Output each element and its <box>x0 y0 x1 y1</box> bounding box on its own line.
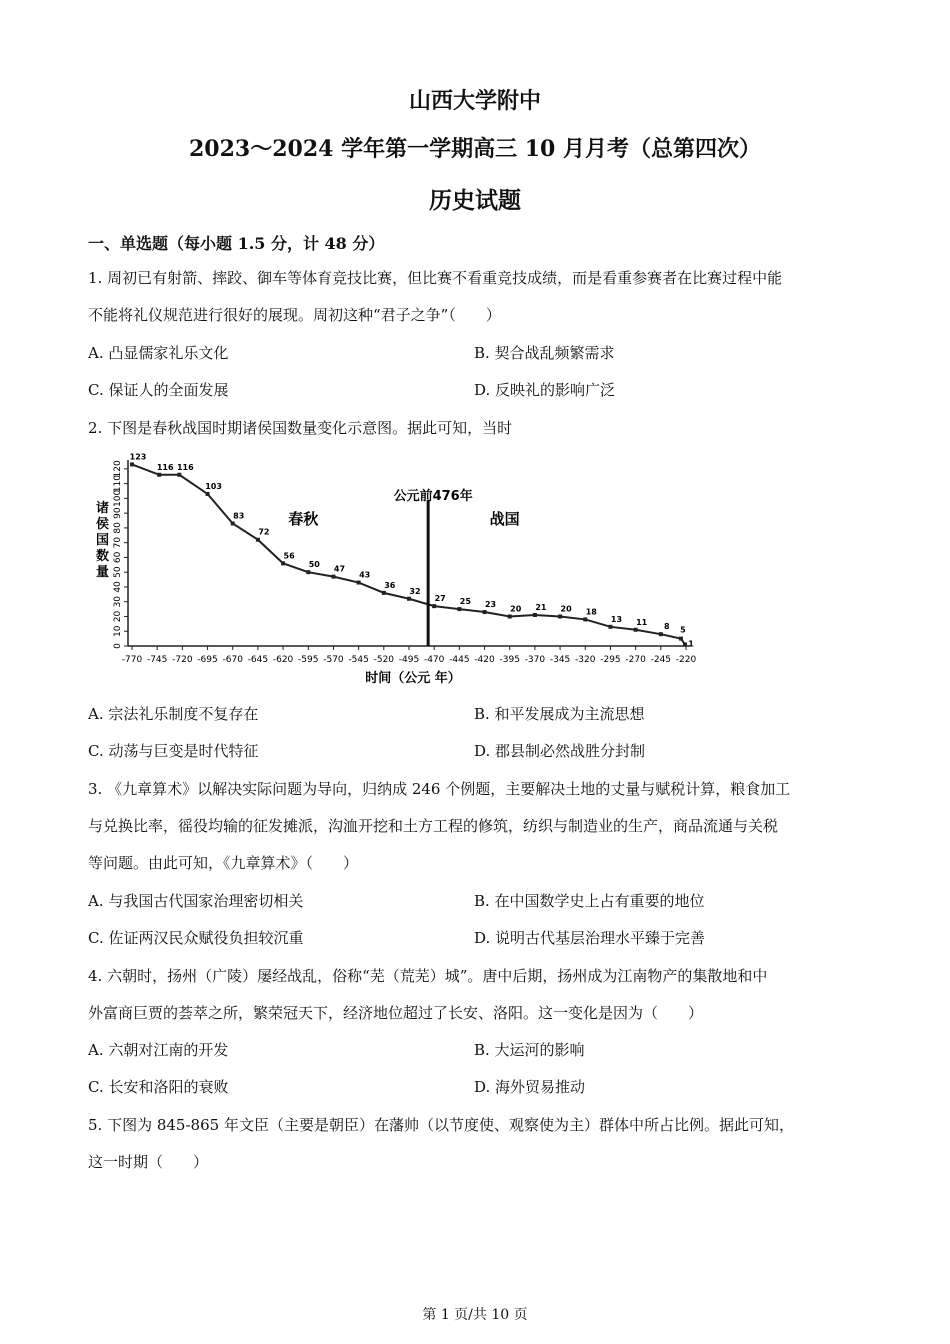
chart-x-tick-label: -345 <box>549 655 571 665</box>
chart-data-label: 56 <box>283 551 295 561</box>
chart-y-label <box>96 500 109 580</box>
vassal-states-chart <box>88 452 708 692</box>
q2-option-b: B. 和平发展成为主流思想 <box>474 705 645 723</box>
chart-y-tick-label: 30 <box>113 595 123 608</box>
chart-region-chunqiu: 春秋 <box>288 510 319 528</box>
question-5-line-2: 这一时期（ ） <box>88 1153 209 1171</box>
q2-option-d: D. 郡县制必然战胜分封制 <box>474 742 646 760</box>
chart-data-point <box>407 597 411 601</box>
chart-data-point <box>382 591 386 595</box>
chart-y-tick-label: 60 <box>113 551 123 564</box>
chart-x-tick-label: -770 <box>121 655 143 665</box>
q3-option-c: C. 佐证两汉民众赋役负担较沉重 <box>88 929 304 947</box>
chart-x-tick-label: -245 <box>650 655 672 665</box>
chart-data-point <box>331 575 335 579</box>
chart-y-label-char: 国 <box>96 533 110 548</box>
q1-option-b: B. 契合战乱频繁需求 <box>474 344 615 362</box>
chart-x-tick-label: -495 <box>398 655 420 665</box>
chart-data-label: 116 <box>156 462 174 472</box>
question-5-line-1: 5. 下图为 845-865 年文臣（主要是朝臣）在藩帅（以节度使、观察使为主）群体中所占比例。据此可知， <box>88 1116 794 1134</box>
q2-option-a: A. 宗法礼乐制度不复存在 <box>88 705 259 723</box>
chart-data-point <box>533 613 537 617</box>
chart-data-point <box>256 538 260 542</box>
chart-data-point <box>483 610 487 614</box>
q4-option-b: B. 大运河的影响 <box>474 1041 585 1059</box>
page-footer: 第 1 页/共 10 页 <box>422 1307 528 1323</box>
q3-option-d: D. 说明古代基层治理水平臻于完善 <box>474 929 706 947</box>
q1-option-d: D. 反映礼的影响广泛 <box>474 381 616 399</box>
subject-title: 历史试题 <box>429 187 521 214</box>
chart-data-point <box>177 473 181 477</box>
chart-data-label: 8 <box>664 622 670 632</box>
chart-x-tick-label: -670 <box>222 655 243 665</box>
chart-data-point <box>281 561 285 565</box>
chart-data-point <box>306 570 310 574</box>
chart-divider-label: 公元前476年 <box>393 489 473 504</box>
chart-data-point <box>659 632 663 636</box>
chart-x-tick-label: -395 <box>499 655 520 665</box>
section-heading: 一、单选题（每小题 1.5 分，计 48 分） <box>88 234 385 253</box>
question-4-line-1: 4. 六朝时，扬州（广陵）屡经战乱，俗称“芜（荒芜）城”。唐中后期，扬州成为江南物产的集散地和中 <box>88 967 768 985</box>
chart-y-label-char: 量 <box>96 565 110 580</box>
q4-option-a: A. 六朝对江南的开发 <box>88 1041 229 1059</box>
chart-data-label: 27 <box>434 594 446 604</box>
chart-data-point <box>130 462 134 466</box>
chart-data-label: 103 <box>205 481 222 491</box>
chart-data-label: 5 <box>680 625 686 635</box>
chart-data-label: 123 <box>129 452 147 462</box>
chart-x-tick-label: -695 <box>197 655 218 665</box>
chart-x-tick-label: -545 <box>348 655 369 665</box>
chart-x-tick-label: -220 <box>675 655 697 665</box>
chart-y-tick-label: 80 <box>113 522 123 534</box>
chart-data-label: 50 <box>308 560 320 570</box>
chart-region-zhanguo: 战国 <box>489 510 520 528</box>
chart-data-label: 23 <box>484 600 497 610</box>
chart-data-point <box>583 617 587 621</box>
chart-data-point <box>683 643 687 647</box>
chart-y-label-char: 数 <box>96 549 110 564</box>
chart-x-tick-label: -470 <box>423 655 445 665</box>
question-1-line-1: 1. 周初已有射箭、摔跤、御车等体育竞技比赛，但比赛不看重竞技成绩，而是看重参赛者在比赛过程中能 <box>88 269 783 287</box>
chart-y-tick-label: 20 <box>113 610 123 623</box>
chart-x-tick-label: -645 <box>247 655 269 665</box>
chart-data-label: 43 <box>359 570 371 580</box>
question-3-line-2: 与兑换比率，徭役均输的征发摊派，沟洫开挖和土方工程的修筑，纺织与制造业的生产，商品流通与关税 <box>88 817 779 835</box>
chart-data-point <box>231 521 235 525</box>
question-1-line-2: 不能将礼仪规范进行很好的展现。周初这种“君子之争”（ ） <box>88 306 501 324</box>
chart-data-point <box>357 581 361 585</box>
question-4-line-2: 外富商巨贾的荟萃之所，繁荣冠天下，经济地位超过了长安、洛阳。这一变化是因为（ ） <box>88 1004 704 1022</box>
chart-x-tick-label: -745 <box>146 655 168 665</box>
chart-y-tick-label: 0 <box>113 643 123 649</box>
chart-x-tick-label: -445 <box>449 655 470 665</box>
chart-x-label: 时间（公元 年） <box>365 671 461 686</box>
chart-y-tick-label: 10 <box>113 625 123 637</box>
chart-data-label: 18 <box>585 607 597 617</box>
q1-option-a: A. 凸显儒家礼乐文化 <box>88 344 229 362</box>
chart-y-label-char: 诸 <box>96 501 110 516</box>
chart-data-point <box>508 614 512 618</box>
chart-x-tick-label: -295 <box>600 655 621 665</box>
chart-data-point <box>679 637 683 641</box>
q4-option-d: D. 海外贸易推动 <box>474 1078 586 1096</box>
q3-option-a: A. 与我国古代国家治理密切相关 <box>88 892 304 910</box>
chart-data-label: 21 <box>535 603 547 612</box>
chart-x-tick-label: -620 <box>272 655 294 665</box>
chart-data-point <box>157 473 161 477</box>
chart-x-tick-label: -570 <box>323 655 344 665</box>
chart-data-label: 1 <box>688 639 694 649</box>
chart-data-label: 116 <box>176 462 194 472</box>
chart-data-label: 20 <box>510 604 522 614</box>
chart-data-point <box>457 607 461 611</box>
q3-option-b: B. 在中国数学史上占有重要的地位 <box>474 892 705 910</box>
chart-y-tick-label: 110 <box>113 475 123 493</box>
chart-y-tick-label: 90 <box>113 507 123 519</box>
chart-y-tick-label: 40 <box>113 581 123 593</box>
q2-option-c: C. 动荡与巨变是时代特征 <box>88 742 259 760</box>
chart-y-tick-label: 100 <box>113 489 123 507</box>
chart-data-label: 47 <box>333 564 346 574</box>
chart-x-tick-label: -270 <box>625 655 646 665</box>
exam-title: 2023～2024 学年第一学期高三 10 月月考（总第四次） <box>188 136 762 162</box>
chart-x-tick-label: -420 <box>474 655 495 665</box>
chart-data-label: 11 <box>636 617 648 627</box>
question-3-line-3: 等问题。由此可知，《九章算术》（ ） <box>88 854 359 872</box>
q1-option-c: C. 保证人的全面发展 <box>88 381 229 399</box>
chart-y-label-char: 侯 <box>96 517 110 532</box>
chart-x-tick-label: -320 <box>575 655 596 665</box>
chart-data-label: 13 <box>610 614 623 624</box>
chart-data-point <box>432 604 436 608</box>
chart-data-point <box>608 625 612 629</box>
chart-x-tick-label: -520 <box>373 655 395 665</box>
chart-y-tick-label: 70 <box>113 536 123 549</box>
chart-data-point <box>206 492 210 496</box>
chart-data-point <box>634 628 638 632</box>
q4-option-c: C. 长安和洛阳的衰败 <box>88 1078 229 1096</box>
chart-y-tick-label: 120 <box>113 460 123 478</box>
question-3-line-1: 3. 《九章算术》以解决实际问题为导向，归纳成 246 个例题，主要解决土地的丈量与赋税计算，粮食加工 <box>88 780 791 798</box>
chart-data-label: 83 <box>233 511 245 521</box>
chart-data-label: 36 <box>384 580 396 590</box>
chart-data-label: 25 <box>459 597 471 607</box>
chart-data-label: 20 <box>560 604 572 614</box>
chart-y-tick-label: 50 <box>113 566 123 578</box>
chart-data-label: 32 <box>409 586 421 596</box>
question-2-line-1: 2. 下图是春秋战国时期诸侯国数量变化示意图。据此可知，当时 <box>88 419 513 437</box>
chart-x-tick-label: -720 <box>172 655 193 665</box>
chart-data-point <box>558 614 562 618</box>
chart-x-tick-label: -370 <box>524 655 546 665</box>
chart-x-tick-label: -595 <box>298 655 319 665</box>
chart-data-label: 72 <box>258 527 270 537</box>
school-title: 山西大学附中 <box>408 88 541 114</box>
